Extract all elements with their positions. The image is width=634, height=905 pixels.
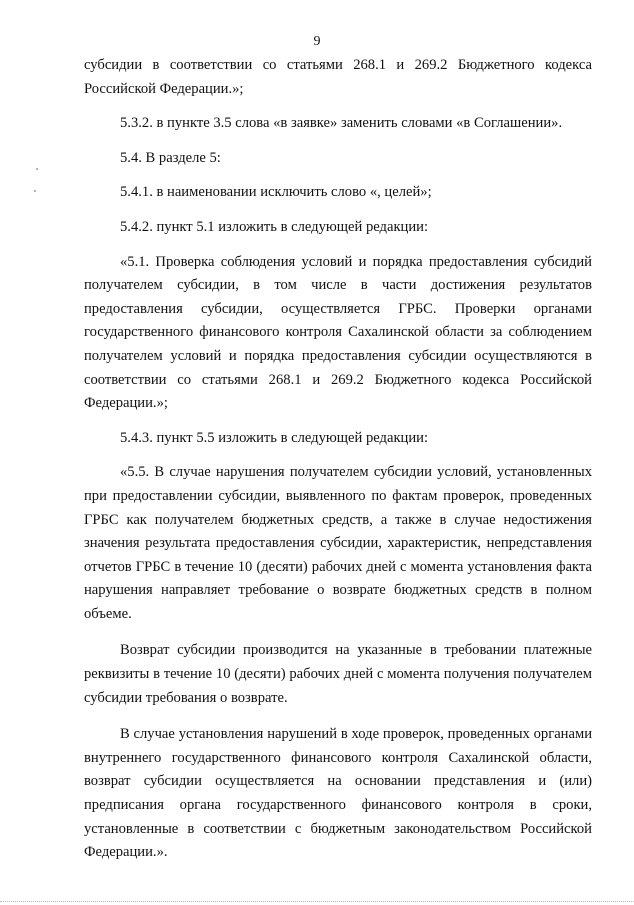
paragraph-refund: Возврат субсидии производится на указанные в требовании платежные реквизиты в течение 10 (десяти) рабочих дней с момента получения получателем субсидии требования о возврате. (84, 642, 592, 706)
paragraph-5-5-quote: «5.5. В случае нарушения получателем субсидии условий, установленных при предоставлении субсидии, выявленного по фактам проверок, проведенных ГРБС как получателем бюджетных средств, а также в случае недостижения значения результата предоставления субсидии, характеристик, непредставления отчетов ГРБС в течение 10 (десяти) рабочих дней с момента установления факта нарушения направляет требование о возврате бюджетных средств в полном объеме. (84, 464, 592, 622)
paragraph-5-4-3: 5.4.3. пункт 5.5 изложить в следующей редакции: (120, 429, 429, 446)
paragraph-5-4: 5.4. В разделе 5: (120, 149, 221, 166)
paragraph-5-4-2: 5.4.2. пункт 5.1 изложить в следующей редакции: (120, 218, 429, 235)
paragraph-continuation: субсидии в соответствии со статьями 268.1 и 269.2 Бюджетного кодекса Российской Федерации.»; (84, 57, 592, 97)
page-number: 9 (313, 34, 321, 49)
paragraph-5-1-quote: «5.1. Проверка соблюдения условий и порядка предоставления субсидий получателем субсидии, в том числе в части достижения результатов предоставления субсидии, осуществляется ГРБС. Проверки органами государственного финансового контроля Сахалинской области за соблюдением получателем условий и порядка предоставления субсидии осуществляются в соответствии со статьями 268.1 и 269.2 Бюджетного кодекса Российской Федерации.»; (84, 253, 592, 412)
paragraph-violations: В случае установления нарушений в ходе проверок, проведенных органами внутреннего государственного финансового контроля Сахалинской области, возврат субсидии осуществляется на основании представления и (или) предписания органа государственного финансового контроля в сроки, установленные в соответствии с бюджетным законодательством Российской Федерации.». (84, 726, 592, 861)
scan-speck (36, 168, 38, 170)
scan-edge-line (0, 901, 634, 903)
paragraph-5-4-1: 5.4.1. в наименовании исключить слово «, целей»; (120, 184, 432, 201)
document-body (84, 54, 592, 865)
scan-speck (34, 190, 36, 192)
paragraph-5-3-2: 5.3.2. в пункте 3.5 слова «в заявке» заменить словами «в Соглашении». (120, 115, 563, 132)
